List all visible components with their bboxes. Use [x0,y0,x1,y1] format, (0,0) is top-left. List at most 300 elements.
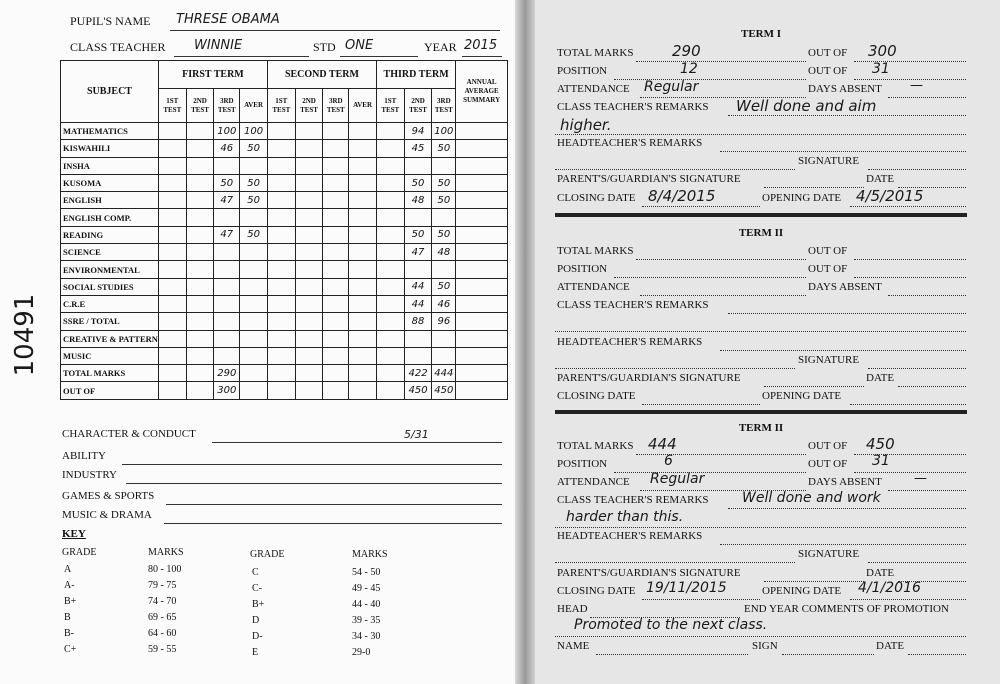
term1-days-absent-label: DAYS ABSENT [808,83,882,95]
t1-aver-cell [240,365,268,382]
term1-out-of-label: OUT OF [808,47,848,59]
term2-out-of-label: OUT OF [808,245,848,257]
term2-class-teacher-remarks-label: CLASS TEACHER'S REMARKS [557,299,709,311]
empty-cell [158,140,186,157]
t1-aver-cell [240,313,268,330]
term1-total-marks: 290 [672,42,701,60]
term1-attendance-label: ATTENDANCE [557,83,630,95]
t3-3rd-test-cell: 46 [432,295,456,312]
table-row [61,174,508,191]
t2-3rd-test-header: 3RD TEST [323,89,349,123]
subject-cell: SCIENCE [61,244,159,261]
empty-cell [456,140,508,157]
t3-2nd-test-cell: 88 [404,313,432,330]
empty-cell [295,347,323,364]
empty-cell [158,226,186,243]
industry-label: INDUSTRY [62,469,118,481]
t1-3rd-test-cell [214,347,240,364]
term1-opening-date-label: OPENING DATE [762,192,842,204]
table-row [61,382,508,399]
second-term-header: SECOND TERM [267,61,376,89]
subject-cell: KISWAHILI [61,140,159,157]
t3-2nd-test-cell: 44 [404,278,432,295]
t1-3rd-test-header: 3RD TEST [214,89,240,123]
empty-cell [186,244,214,261]
empty-cell [295,157,323,174]
term1-remarks-line2: higher. [560,116,612,134]
t3-3rd-test-cell: 50 [432,278,456,295]
term2-parent-signature-label: PARENT'S/GUARDIAN'S SIGNATURE [557,372,741,384]
t3-3rd-test-cell [432,209,456,226]
empty-cell [376,365,404,382]
t3-2nd-test-cell: 48 [404,192,432,209]
key-grade-item: C- [252,583,262,594]
empty-cell [267,226,295,243]
empty-cell [376,330,404,347]
t3-2nd-test-cell: 50 [404,226,432,243]
t1-aver-cell [240,244,268,261]
t1-2nd-test-header: 2ND TEST [186,89,214,123]
empty-cell [349,209,377,226]
std-label: STD [313,40,336,54]
t3-2nd-test-cell [404,330,432,347]
t1-3rd-test-cell [214,330,240,347]
empty-cell [323,192,349,209]
term3-end-year-comments-label: END YEAR COMMENTS OF PROMOTION [744,603,949,615]
key-grade-label-2: GRADE [250,549,285,560]
position-fraction: 5/31 [404,428,429,441]
term3-remarks-line2: harder than this. [566,509,684,525]
key-grade-item: C+ [64,644,77,655]
empty-cell [349,140,377,157]
empty-cell [158,157,186,174]
key-marks-item: 49 - 45 [352,583,381,594]
empty-cell [456,382,508,399]
key-marks-item: 59 - 55 [148,644,177,655]
key-marks-list [352,565,380,661]
t1-aver-cell: 50 [240,140,268,157]
key-grade-item: A [64,564,72,575]
empty-cell [186,278,214,295]
table-row [61,295,508,312]
empty-cell [158,330,186,347]
subject-cell: ENGLISH [61,192,159,209]
term3-name-label: NAME [557,640,590,652]
empty-cell [186,192,214,209]
first-term-header: FIRST TERM [158,61,267,89]
term3-signature-label: SIGNATURE [798,548,860,560]
term1-signature-label: SIGNATURE [798,155,860,167]
empty-cell [267,278,295,295]
empty-cell [267,295,295,312]
empty-cell [267,192,295,209]
subject-cell: MATHEMATICS [61,123,159,140]
empty-cell [323,382,349,399]
t1-3rd-test-cell: 46 [214,140,240,157]
t1-3rd-test-cell [214,261,240,278]
table-row [61,192,508,209]
term3-date-label: DATE [866,567,895,579]
empty-cell [267,244,295,261]
empty-cell [158,244,186,261]
empty-cell [349,261,377,278]
year-label: YEAR [424,40,457,54]
empty-cell [158,278,186,295]
term3-sign-label: SIGN [752,640,778,652]
t3-3rd-test-cell: 96 [432,313,456,330]
term3-out-of: 450 [866,435,895,453]
t1-aver-header: AVER [240,89,268,123]
subject-cell: CREATIVE & PATTERN [61,330,159,347]
t3-2nd-test-cell [404,157,432,174]
empty-cell [267,157,295,174]
t2-1st-test-header: 1ST TEST [267,89,295,123]
t1-aver-cell [240,278,268,295]
t2-2nd-test-header: 2ND TEST [295,89,323,123]
margin-note: 10491 [10,293,40,377]
empty-cell [158,365,186,382]
empty-cell [295,192,323,209]
term1-out-of: 300 [868,42,897,60]
table-row [61,209,508,226]
key-marks-label-1: MARKS [148,547,184,558]
empty-cell [158,209,186,226]
t1-aver-cell: 50 [240,226,268,243]
empty-cell [456,157,508,174]
term1-date-label: DATE [866,173,895,185]
character-conduct-label: CHARACTER & CONDUCT [62,428,196,440]
key-grade-item: B+ [252,599,265,610]
empty-cell [376,157,404,174]
empty-cell [158,313,186,330]
t1-aver-cell: 50 [240,174,268,191]
empty-cell [186,313,214,330]
empty-cell [295,209,323,226]
subject-cell: SOCIAL STUDIES [61,278,159,295]
empty-cell [186,261,214,278]
term3-out-of-label: OUT OF [808,440,848,452]
empty-cell [456,330,508,347]
t3-3rd-test-cell [432,261,456,278]
t1-3rd-test-cell [214,157,240,174]
empty-cell [323,123,349,140]
book-spine [515,0,535,684]
empty-cell [186,295,214,312]
t1-3rd-test-cell: 100 [214,123,240,140]
empty-cell [349,174,377,191]
term3-days-absent: — [914,471,927,486]
class-teacher-label: CLASS TEACHER [70,40,166,54]
term1-parent-signature-label: PARENT'S/GUARDIAN'S SIGNATURE [557,173,741,185]
empty-cell [158,347,186,364]
empty-cell [323,157,349,174]
empty-cell [186,226,214,243]
empty-cell [158,192,186,209]
term3-position-out-of: 31 [872,453,890,469]
term3-closing-date-label: CLOSING DATE [557,585,636,597]
term1-closing-date: 8/4/2015 [648,187,716,205]
empty-cell [267,261,295,278]
empty-cell [295,244,323,261]
empty-cell [376,382,404,399]
ability-label: ABILITY [62,450,106,462]
empty-cell [267,174,295,191]
t3-2nd-test-cell: 422 [404,365,432,382]
subject-cell: TOTAL MARKS [61,365,159,382]
empty-cell [186,365,214,382]
empty-cell [456,174,508,191]
term3-attendance-label: ATTENDANCE [557,476,630,488]
term2-signature-label: SIGNATURE [798,354,860,366]
empty-cell [456,123,508,140]
term3-total-marks: 444 [648,435,677,453]
term1-days-absent: — [910,78,923,93]
subject-cell: OUT OF [61,382,159,399]
table-row [61,244,508,261]
empty-cell [349,382,377,399]
term1-position-out-of-label: OUT OF [808,65,848,77]
key-marks-item: 29-0 [352,647,371,658]
table-row [61,365,508,382]
term3-parent-signature-label: PARENT'S/GUARDIAN'S SIGNATURE [557,567,741,579]
term1-title-wrap [555,28,967,40]
empty-cell [323,365,349,382]
t1-aver-cell: 100 [240,123,268,140]
empty-cell [267,209,295,226]
empty-cell [323,330,349,347]
subject-cell: READING [61,226,159,243]
empty-cell [349,157,377,174]
t1-3rd-test-cell: 290 [214,365,240,382]
empty-cell [323,347,349,364]
t3-2nd-test-cell: 44 [404,295,432,312]
term3-remarks-line1: Well done and work [742,490,881,506]
table-row [61,261,508,278]
key-grade-item: E [252,647,259,658]
t3-3rd-test-cell: 444 [432,365,456,382]
music-drama-label: MUSIC & DRAMA [62,509,152,521]
empty-cell [349,226,377,243]
empty-cell [376,174,404,191]
subject-cell: INSHA [61,157,159,174]
t1-3rd-test-cell [214,244,240,261]
empty-cell [323,140,349,157]
empty-cell [456,244,508,261]
empty-cell [349,330,377,347]
term1-position: 12 [680,61,698,77]
empty-cell [186,347,214,364]
table-row [61,140,508,157]
term3-position-label: POSITION [557,458,608,470]
term3-headteacher-remarks-label: HEADTEACHER'S REMARKS [557,530,703,542]
t1-aver-cell [240,330,268,347]
term2-opening-date-label: OPENING DATE [762,390,842,402]
key-grade-item: C [252,567,259,578]
term3-total-marks-label: TOTAL MARKS [557,440,634,452]
empty-cell [376,278,404,295]
term-divider-1 [555,213,967,217]
year-value: 2015 [464,38,498,53]
empty-cell [267,382,295,399]
term1-total-marks-label: TOTAL MARKS [557,47,634,59]
t1-3rd-test-cell [214,313,240,330]
empty-cell [295,261,323,278]
t3-3rd-test-header: 3RD TEST [432,89,456,123]
empty-cell [323,226,349,243]
empty-cell [349,347,377,364]
empty-cell [186,140,214,157]
pupil-name-value: THRESE OBAMA [176,12,280,27]
empty-cell [295,123,323,140]
empty-cell [186,209,214,226]
empty-cell [349,295,377,312]
key-grade-label-1: GRADE [62,547,97,558]
empty-cell [323,278,349,295]
empty-cell [186,123,214,140]
empty-cell [456,347,508,364]
table-row [61,313,508,330]
term1-opening-date: 4/5/2015 [856,187,924,205]
key-grade-item: A- [64,580,75,591]
t1-aver-cell [240,157,268,174]
term-divider-2 [555,410,967,414]
empty-cell [376,244,404,261]
empty-cell [456,295,508,312]
t1-1st-test-header: 1ST TEST [158,89,186,123]
term1-headteacher-remarks-label: HEADTEACHER'S REMARKS [557,137,703,149]
key-marks-item: 54 - 50 [352,567,381,578]
empty-cell [323,209,349,226]
term1-position-out-of: 31 [872,61,890,77]
term1-closing-date-label: CLOSING DATE [557,192,636,204]
empty-cell [323,295,349,312]
key-marks-item: 64 - 60 [148,628,177,639]
t1-3rd-test-cell: 50 [214,174,240,191]
t3-3rd-test-cell: 50 [432,174,456,191]
t1-aver-cell [240,261,268,278]
t1-aver-cell: 50 [240,192,268,209]
empty-cell [376,209,404,226]
term1-position-label: POSITION [557,65,608,77]
key-marks-label-2: MARKS [352,549,388,560]
t3-2nd-test-cell: 450 [404,382,432,399]
key-grade-item: B+ [64,596,77,607]
term3-days-absent-label: DAYS ABSENT [808,476,882,488]
games-sports-label: GAMES & SPORTS [62,490,155,502]
empty-cell [323,174,349,191]
term3-opening-date-label: OPENING DATE [762,585,842,597]
subject-cell: ENVIRONMENTAL [61,261,159,278]
table-row [61,157,508,174]
key-marks-item: 69 - 65 [148,612,177,623]
empty-cell [376,226,404,243]
term3-class-teacher-remarks-label: CLASS TEACHER'S REMARKS [557,494,709,506]
empty-cell [158,123,186,140]
table-row [61,123,508,140]
term1-attendance: Regular [644,79,699,95]
term3-head-label: HEAD [557,603,588,615]
term1-remarks-line1: Well done and aim [736,97,877,115]
t3-3rd-test-cell [432,347,456,364]
empty-cell [158,382,186,399]
key-marks-item: 34 - 30 [352,631,381,642]
table-row [61,347,508,364]
subject-cell: ENGLISH COMP. [61,209,159,226]
key-grade-item: B- [64,628,74,639]
empty-cell [186,330,214,347]
key-grade-item: D- [252,631,263,642]
key-marks-item: 74 - 70 [148,596,177,607]
empty-cell [376,140,404,157]
t3-2nd-test-cell [404,347,432,364]
term3-closing-date: 19/11/2015 [646,580,727,596]
empty-cell [349,244,377,261]
t1-aver-cell [240,382,268,399]
term3-position: 6 [664,453,673,469]
subject-cell: KUSOMA [61,174,159,191]
empty-cell [186,174,214,191]
empty-cell [349,123,377,140]
t3-3rd-test-cell: 100 [432,123,456,140]
empty-cell [456,313,508,330]
empty-cell [456,365,508,382]
empty-cell [456,226,508,243]
term3-title-wrap [555,422,967,434]
subject-header: SUBJECT [61,61,159,123]
term2-attendance-label: ATTENDANCE [557,281,630,293]
table-row [61,330,508,347]
t3-3rd-test-cell: 48 [432,244,456,261]
empty-cell [158,174,186,191]
empty-cell [376,295,404,312]
empty-cell [186,157,214,174]
table-row [61,226,508,243]
t3-2nd-test-cell [404,209,432,226]
empty-cell [349,365,377,382]
empty-cell [295,295,323,312]
t3-3rd-test-cell: 50 [432,226,456,243]
term2-closing-date-label: CLOSING DATE [557,390,636,402]
empty-cell [349,313,377,330]
key-title: KEY [62,528,86,540]
empty-cell [323,261,349,278]
key-marks-item: 80 - 100 [148,564,182,575]
term3-attendance: Regular [650,471,705,487]
empty-cell [267,347,295,364]
term3-title: TERM II [738,422,784,434]
t1-3rd-test-cell: 47 [214,226,240,243]
empty-cell [158,295,186,312]
term2-days-absent-label: DAYS ABSENT [808,281,882,293]
empty-cell [267,123,295,140]
empty-cell [295,278,323,295]
key-marks-item: 44 - 40 [352,599,381,610]
empty-cell [376,261,404,278]
grades-table [60,60,508,400]
term2-total-marks-label: TOTAL MARKS [557,245,634,257]
empty-cell [295,330,323,347]
empty-cell [295,140,323,157]
term2-title: TERM II [738,227,784,239]
term3-promotion: Promoted to the next class. [574,617,768,633]
empty-cell [186,382,214,399]
empty-cell [295,226,323,243]
empty-cell [295,365,323,382]
key-grade-list [252,565,264,661]
t1-3rd-test-cell: 300 [214,382,240,399]
empty-cell [376,192,404,209]
term2-position-out-of-label: OUT OF [808,263,848,275]
